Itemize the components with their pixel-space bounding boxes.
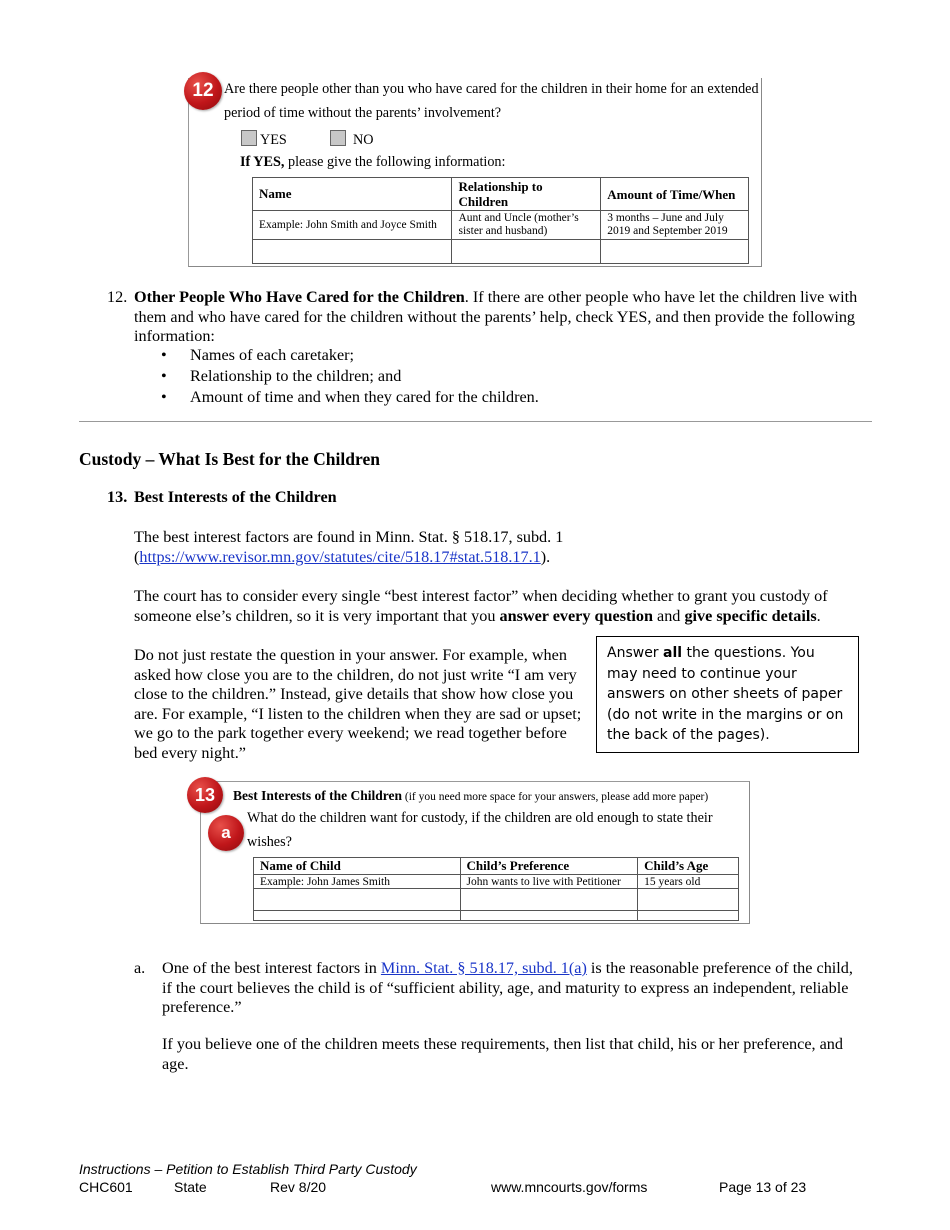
empty-cell[interactable] (452, 240, 601, 264)
caretakers-table (252, 177, 749, 264)
list-item: • Amount of time and when they cared for the children. (134, 387, 834, 408)
section-13-para2 (134, 587, 874, 626)
footer-state: State (174, 1179, 207, 1195)
example-preference-cell: John wants to live with Petitioner (460, 875, 638, 889)
form-13-title-note: (if you need more space for your answers, please add more paper) (402, 791, 709, 803)
section-12-title: Other People Who Have Cared for the Children (134, 288, 465, 306)
answer-all-note-box (596, 636, 859, 753)
form-13-title (233, 788, 708, 804)
note-bold-all: all (663, 645, 683, 661)
empty-cell[interactable] (460, 911, 638, 921)
no-checkbox[interactable] (330, 130, 346, 146)
para2-part1: The court has to consider every single “best interest factor” when deciding whether to grant you custody of someone else’s children, so it is very important that you (134, 587, 828, 625)
header-childs-preference: Child’s Preference (460, 858, 638, 875)
section-13-para3: Do not just restate the question in your answer. For example, when asked how close you are to the children, do not just write “I am very close to the children.” Instead, give details that show how close you are. For example, “I listen to the children when they are sad or upset; we go to the park together every weekend; we read together before bed every night.” (134, 646, 582, 762)
example-age-cell: 15 years old (638, 875, 739, 889)
revisor-statute-link[interactable]: https://www.revisor.mn.gov/statutes/cite/518.17#stat.518.17.1 (139, 547, 541, 566)
section-13a-letter: a. (134, 959, 146, 977)
section-12-paragraph (134, 288, 869, 347)
statute-518-17-link[interactable]: Minn. Stat. § 518.17, subd. 1(a) (380, 959, 587, 977)
section-13-para1 (134, 528, 869, 567)
question-12-text-line1: Are there people other than you who have cared for the children in their home for an extended (224, 81, 759, 97)
example-child-name-cell: Example: John James Smith (254, 875, 461, 889)
yes-option[interactable] (241, 130, 287, 149)
empty-cell[interactable] (460, 889, 638, 911)
empty-cell[interactable] (638, 889, 739, 911)
para2-bold-answer: answer every question (499, 606, 653, 625)
footer-revision: Rev 8/20 (270, 1179, 327, 1195)
if-yes-rest: please give the following information: (284, 154, 506, 170)
yes-label: YES (260, 132, 287, 148)
table-row (254, 875, 739, 889)
table-row[interactable] (254, 889, 739, 911)
child-preference-table (253, 857, 739, 921)
note-part1: Answer (607, 645, 664, 661)
question-13a-text-line2: wishes? (247, 834, 292, 850)
no-option[interactable] (330, 130, 374, 149)
section-divider (79, 421, 872, 422)
footer-page-number: Page 13 of 23 (719, 1179, 807, 1195)
if-yes-instruction (240, 154, 505, 171)
table-row (253, 211, 749, 240)
header-childs-age: Child’s Age (638, 858, 739, 875)
section-12-number: 12. (107, 288, 128, 306)
para2-part2: and (652, 606, 685, 625)
table-header-row (253, 178, 749, 211)
para1-paren-open: ( (134, 547, 140, 566)
question-13-badge: 13 (187, 777, 223, 813)
para2-bold-details: give specific details (684, 606, 817, 625)
table-header-row (254, 858, 739, 875)
if-yes-bold: If YES, (240, 154, 285, 170)
question-13a-badge: a (208, 815, 244, 851)
section-13-number: 13. (107, 488, 128, 506)
table-row[interactable] (254, 911, 739, 921)
section-13-title: Best Interests of the Children (134, 488, 337, 506)
custody-heading: Custody – What Is Best for the Children (79, 449, 380, 469)
section-13a-text2: is the reasonable preference of the child, if the court believes the child is of “sufficient ability, age, and maturity to express an independent, reliable preference.” (162, 959, 853, 1016)
empty-cell[interactable] (253, 240, 452, 264)
section-12-bullet-list (134, 345, 834, 408)
section-13a-paragraph2: If you believe one of the children meets these requirements, then list that child, his or her preference, and age. (162, 1035, 843, 1073)
question-12-badge: 12 (184, 72, 222, 110)
header-amount-of-time: Amount of Time/When (601, 178, 749, 211)
question-12-text-line2: period of time without the parents’ involvement? (224, 105, 502, 121)
table-row[interactable] (253, 240, 749, 264)
para1-paren-close: ). (540, 547, 551, 566)
footer-form-code: CHC601 (79, 1179, 133, 1195)
example-time-cell: 3 months – June and July 2019 and September 2019 (601, 211, 749, 240)
empty-cell[interactable] (254, 911, 461, 921)
list-item: • Names of each caretaker; (134, 345, 834, 366)
yes-checkbox[interactable] (241, 130, 257, 146)
empty-cell[interactable] (601, 240, 749, 264)
para1-text: The best interest factors are found in Minn. Stat. § 518.17, subd. 1 (134, 528, 564, 546)
para2-part3: . (816, 606, 821, 625)
header-name: Name (253, 178, 452, 211)
example-name-cell: Example: John Smith and Joyce Smith (253, 211, 452, 240)
footer-website: www.mncourts.gov/forms (491, 1179, 648, 1195)
footer-title: Instructions – Petition to Establish Third Party Custody (79, 1161, 417, 1177)
note-part2: the questions. You may need to continue your answers on other sheets of paper (do not write in the margins or on the back of the pages). (607, 645, 844, 743)
question-13a-text-line1: What do the children want for custody, if the children are old enough to state their (247, 810, 713, 826)
form-13-title-bold: Best Interests of the Children (233, 788, 402, 803)
section-12-text: . If there are other people who have let the children live with them and who have cared for the children without the parents’ help, check YES, and then provide the following information: (134, 288, 858, 345)
empty-cell[interactable] (638, 911, 739, 921)
list-item: • Relationship to the children; and (134, 366, 834, 387)
no-label: NO (353, 132, 374, 148)
empty-cell[interactable] (254, 889, 461, 911)
header-relationship: Relationship to Children (452, 178, 601, 211)
example-relationship-cell: Aunt and Uncle (mother’s sister and husband) (452, 211, 601, 240)
section-13a-paragraph (162, 959, 862, 1018)
section-13a-text1: One of the best interest factors in (162, 959, 381, 977)
header-name-of-child: Name of Child (254, 858, 461, 875)
